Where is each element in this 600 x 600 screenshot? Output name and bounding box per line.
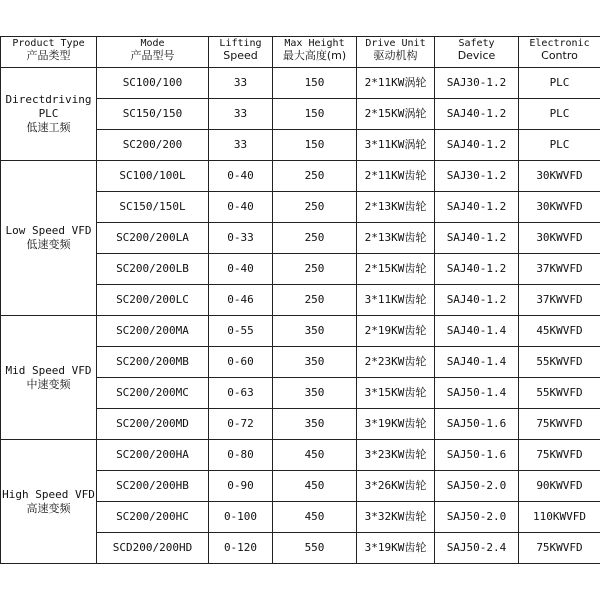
lifting-speed-cell: 0-55 xyxy=(209,316,273,347)
drive-unit-cell: 2*11KW齿轮 xyxy=(357,161,435,192)
table-row xyxy=(1,161,600,192)
drive-unit-cell: 3*15KW齿轮 xyxy=(357,378,435,409)
drive-unit-cell: 3*32KW齿轮 xyxy=(357,502,435,533)
product-type-line: PLC xyxy=(38,107,59,120)
lifting-speed-cell: 0-90 xyxy=(209,471,273,502)
product-type-line: Directdriving xyxy=(5,93,92,106)
max-height-cell: 150 xyxy=(273,99,357,130)
lifting-speed-cell: 0-33 xyxy=(209,223,273,254)
max-height-cell: 150 xyxy=(273,130,357,161)
model-cell: SC200/200LC xyxy=(97,285,209,316)
table-row xyxy=(1,68,600,99)
product-type-cell xyxy=(1,316,97,440)
safety-device-cell: SAJ50-1.4 xyxy=(435,378,519,409)
max-height-cell: 350 xyxy=(273,347,357,378)
drive-unit-cell: 2*13KW齿轮 xyxy=(357,223,435,254)
product-type-line: 高速变频 xyxy=(26,501,71,515)
model-cell: SC200/200MA xyxy=(97,316,209,347)
model-cell: SC200/200HB xyxy=(97,471,209,502)
max-height-cell: 250 xyxy=(273,192,357,223)
electronic-control-cell: PLC xyxy=(519,99,600,130)
product-type-line: Low Speed VFD xyxy=(5,224,92,237)
safety-device-cell: SAJ50-2.4 xyxy=(435,533,519,564)
drive-unit-cell: 2*15KW齿轮 xyxy=(357,254,435,285)
drive-unit-cell: 3*19KW齿轮 xyxy=(357,409,435,440)
safety-device-cell: SAJ30-1.2 xyxy=(435,161,519,192)
lifting-speed-cell: 0-72 xyxy=(209,409,273,440)
drive-unit-cell: 3*26KW齿轮 xyxy=(357,471,435,502)
table-row xyxy=(1,440,600,471)
model-cell: SC150/150 xyxy=(97,99,209,130)
header-electronic-control: Electronic Contro xyxy=(519,37,600,68)
drive-unit-cell: 2*13KW齿轮 xyxy=(357,192,435,223)
safety-device-cell: SAJ40-1.2 xyxy=(435,192,519,223)
header-row xyxy=(1,37,600,68)
lifting-speed-cell: 0-120 xyxy=(209,533,273,564)
model-cell: SC100/100L xyxy=(97,161,209,192)
lifting-speed-cell: 33 xyxy=(209,130,273,161)
electronic-control-cell: 75KWVFD xyxy=(519,533,600,564)
model-cell: SC200/200 xyxy=(97,130,209,161)
safety-device-cell: SAJ40-1.2 xyxy=(435,130,519,161)
drive-unit-cell: 3*19KW齿轮 xyxy=(357,533,435,564)
max-height-cell: 450 xyxy=(273,440,357,471)
max-height-cell: 250 xyxy=(273,254,357,285)
electronic-control-cell: 30KWVFD xyxy=(519,192,600,223)
header-safety-device: Safety Device xyxy=(435,37,519,68)
electronic-control-cell: 37KWVFD xyxy=(519,285,600,316)
lifting-speed-cell: 0-80 xyxy=(209,440,273,471)
table-row xyxy=(1,316,600,347)
product-type-line: High Speed VFD xyxy=(2,487,95,501)
safety-device-cell: SAJ40-1.2 xyxy=(435,254,519,285)
electronic-control-cell: 30KWVFD xyxy=(519,161,600,192)
model-cell: SC200/200HC xyxy=(97,502,209,533)
safety-device-cell: SAJ40-1.4 xyxy=(435,347,519,378)
safety-device-cell: SAJ40-1.2 xyxy=(435,285,519,316)
header-mode: Mode 产品型号 xyxy=(97,37,209,68)
electronic-control-cell: 75KWVFD xyxy=(519,409,600,440)
spec-table xyxy=(0,36,600,564)
electronic-control-cell: 110KWVFD xyxy=(519,502,600,533)
safety-device-cell: SAJ40-1.2 xyxy=(435,223,519,254)
electronic-control-cell: 30KWVFD xyxy=(519,223,600,254)
product-type-cell xyxy=(1,161,97,316)
lifting-speed-cell: 0-40 xyxy=(209,192,273,223)
product-type-line: Mid Speed VFD xyxy=(5,363,92,377)
drive-unit-cell: 2*23KW齿轮 xyxy=(357,347,435,378)
model-cell: SC200/200MD xyxy=(97,409,209,440)
model-cell: SC100/100 xyxy=(97,68,209,99)
electronic-control-cell: 55KWVFD xyxy=(519,378,600,409)
lifting-speed-cell: 0-46 xyxy=(209,285,273,316)
model-cell: SC200/200MB xyxy=(97,347,209,378)
table-body xyxy=(1,68,600,564)
electronic-control-cell: PLC xyxy=(519,68,600,99)
max-height-cell: 450 xyxy=(273,502,357,533)
lifting-speed-cell: 0-40 xyxy=(209,254,273,285)
max-height-cell: 250 xyxy=(273,223,357,254)
product-type-line: 低速工频 xyxy=(26,121,71,134)
max-height-cell: 350 xyxy=(273,378,357,409)
electronic-control-cell: 45KWVFD xyxy=(519,316,600,347)
model-cell: SC200/200LA xyxy=(97,223,209,254)
header-lifting-speed: Lifting Speed xyxy=(209,37,273,68)
safety-device-cell: SAJ50-1.6 xyxy=(435,409,519,440)
header-max-height: Max Height 最大高度(m) xyxy=(273,37,357,68)
lifting-speed-cell: 33 xyxy=(209,68,273,99)
model-cell: SCD200/200HD xyxy=(97,533,209,564)
max-height-cell: 250 xyxy=(273,161,357,192)
drive-unit-cell: 3*11KW涡轮 xyxy=(357,130,435,161)
header-product-type: Product Type 产品类型 xyxy=(1,37,97,68)
model-cell: SC200/200LB xyxy=(97,254,209,285)
drive-unit-cell: 2*15KW涡轮 xyxy=(357,99,435,130)
lifting-speed-cell: 0-40 xyxy=(209,161,273,192)
safety-device-cell: SAJ50-2.0 xyxy=(435,502,519,533)
model-cell: SC200/200HA xyxy=(97,440,209,471)
lifting-speed-cell: 0-60 xyxy=(209,347,273,378)
product-type-line: 低速变频 xyxy=(26,238,71,251)
drive-unit-cell: 3*23KW齿轮 xyxy=(357,440,435,471)
electronic-control-cell: 90KWVFD xyxy=(519,471,600,502)
header-drive-unit: Drive Unit 驱动机构 xyxy=(357,37,435,68)
drive-unit-cell: 2*19KW齿轮 xyxy=(357,316,435,347)
max-height-cell: 350 xyxy=(273,316,357,347)
lifting-speed-cell: 33 xyxy=(209,99,273,130)
electronic-control-cell: 75KWVFD xyxy=(519,440,600,471)
product-type-cell xyxy=(1,68,97,161)
safety-device-cell: SAJ50-2.0 xyxy=(435,471,519,502)
max-height-cell: 350 xyxy=(273,409,357,440)
max-height-cell: 550 xyxy=(273,533,357,564)
model-cell: SC150/150L xyxy=(97,192,209,223)
electronic-control-cell: 55KWVFD xyxy=(519,347,600,378)
lifting-speed-cell: 0-100 xyxy=(209,502,273,533)
safety-device-cell: SAJ40-1.2 xyxy=(435,99,519,130)
product-type-line: 中速变频 xyxy=(26,377,71,391)
drive-unit-cell: 2*11KW涡轮 xyxy=(357,68,435,99)
electronic-control-cell: 37KWVFD xyxy=(519,254,600,285)
electronic-control-cell: PLC xyxy=(519,130,600,161)
model-cell: SC200/200MC xyxy=(97,378,209,409)
safety-device-cell: SAJ30-1.2 xyxy=(435,68,519,99)
max-height-cell: 150 xyxy=(273,68,357,99)
product-type-cell xyxy=(1,440,97,564)
safety-device-cell: SAJ40-1.4 xyxy=(435,316,519,347)
safety-device-cell: SAJ50-1.6 xyxy=(435,440,519,471)
max-height-cell: 250 xyxy=(273,285,357,316)
max-height-cell: 450 xyxy=(273,471,357,502)
drive-unit-cell: 3*11KW齿轮 xyxy=(357,285,435,316)
table-header xyxy=(1,37,600,68)
lifting-speed-cell: 0-63 xyxy=(209,378,273,409)
